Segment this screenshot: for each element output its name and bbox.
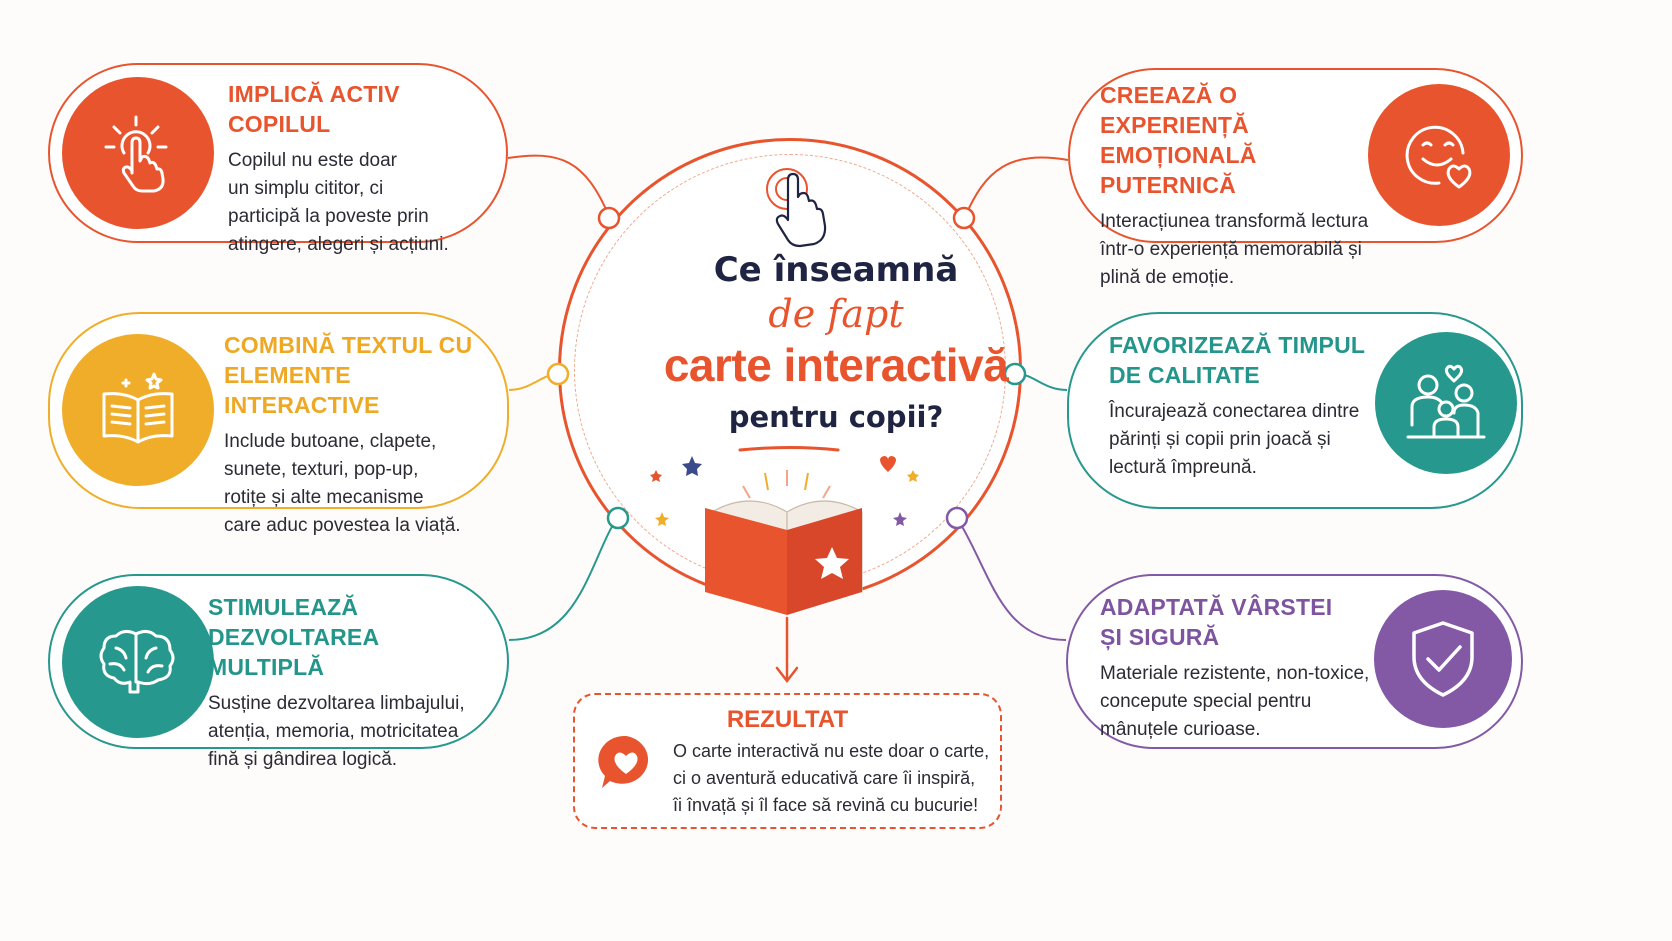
shield-check-icon: [1374, 590, 1512, 728]
card-implica-body: Copilul nu este doar un simplu cititor, ci participă la poveste prin atingere, alegeri și acțiuni.: [228, 150, 449, 255]
result-title: REZULTAT: [726, 706, 849, 733]
heart-speech-bubble-icon: [596, 732, 656, 794]
tap-hand-icon: [62, 77, 214, 229]
card-favorizeaza-title: FAVORIZEAZĂ TIMPUL DE CALITATE: [1109, 332, 1366, 388]
open-book-illustration: [705, 501, 862, 615]
title-line-1: Ce înseamnă: [713, 250, 959, 290]
result-body: O carte interactivă nu este doar o carte, ci o aventură educativă care îi inspiră, îi învață și îl face să revină cu bucurie!: [673, 741, 990, 815]
brain-icon: [62, 586, 214, 738]
card-stimuleaza: [48, 574, 509, 770]
card-creeaza: [1068, 68, 1523, 288]
title-line-3: carte interactivă: [663, 339, 1009, 391]
smile-heart-icon: [1368, 84, 1510, 226]
card-adaptata: [1066, 574, 1523, 749]
down-arrow: [777, 618, 797, 681]
card-combina-title: COMBINĂ TEXTUL CU ELEMENTE INTERACTIVE: [224, 332, 473, 418]
card-stimuleaza-title: STIMULEAZĂ DEZVOLTAREA MULTIPLĂ: [208, 594, 380, 680]
card-favorizeaza: [1067, 312, 1523, 509]
card-creeaza-body: Interacțiunea transformă lectura într-o experiență memorabilă și plină de emoție.: [1100, 211, 1369, 288]
card-stimuleaza-body: Susține dezvoltarea limbajului, atenția, memoria, motricitatea fină și gândirea logică.: [208, 693, 465, 770]
card-adaptata-body: Materiale rezistente, non-toxice, concepute special pentru mânuțele curioase.: [1100, 663, 1370, 740]
card-adaptata-title: ADAPTATĂ VÂRSTEI ȘI SIGURĂ: [1100, 594, 1333, 650]
title-line-4: pentru copii?: [728, 400, 944, 434]
title-line-2: de fapt: [768, 292, 904, 336]
open-book-sparkle-icon: [62, 334, 214, 486]
card-implica: [48, 63, 508, 255]
card-implica-title: IMPLICĂ ACTIV COPILUL: [228, 81, 400, 137]
title-underline: [740, 448, 838, 451]
card-favorizeaza-body: Încurajează conectarea dintre părinți și copii prin joacă și lectură împreună.: [1109, 401, 1360, 478]
family-icon: [1375, 332, 1517, 474]
tap-finger-icon: [767, 169, 825, 246]
card-creeaza-title: CREEAZĂ O EXPERIENȚĂ EMOȚIONALĂ PUTERNICĂ: [1100, 82, 1257, 198]
card-combina-body: Include butoane, clapete, sunete, texturi, pop-up, rotițe și alte mecanisme care aduc povestea la viață.: [224, 431, 461, 536]
card-combina: [48, 312, 509, 536]
